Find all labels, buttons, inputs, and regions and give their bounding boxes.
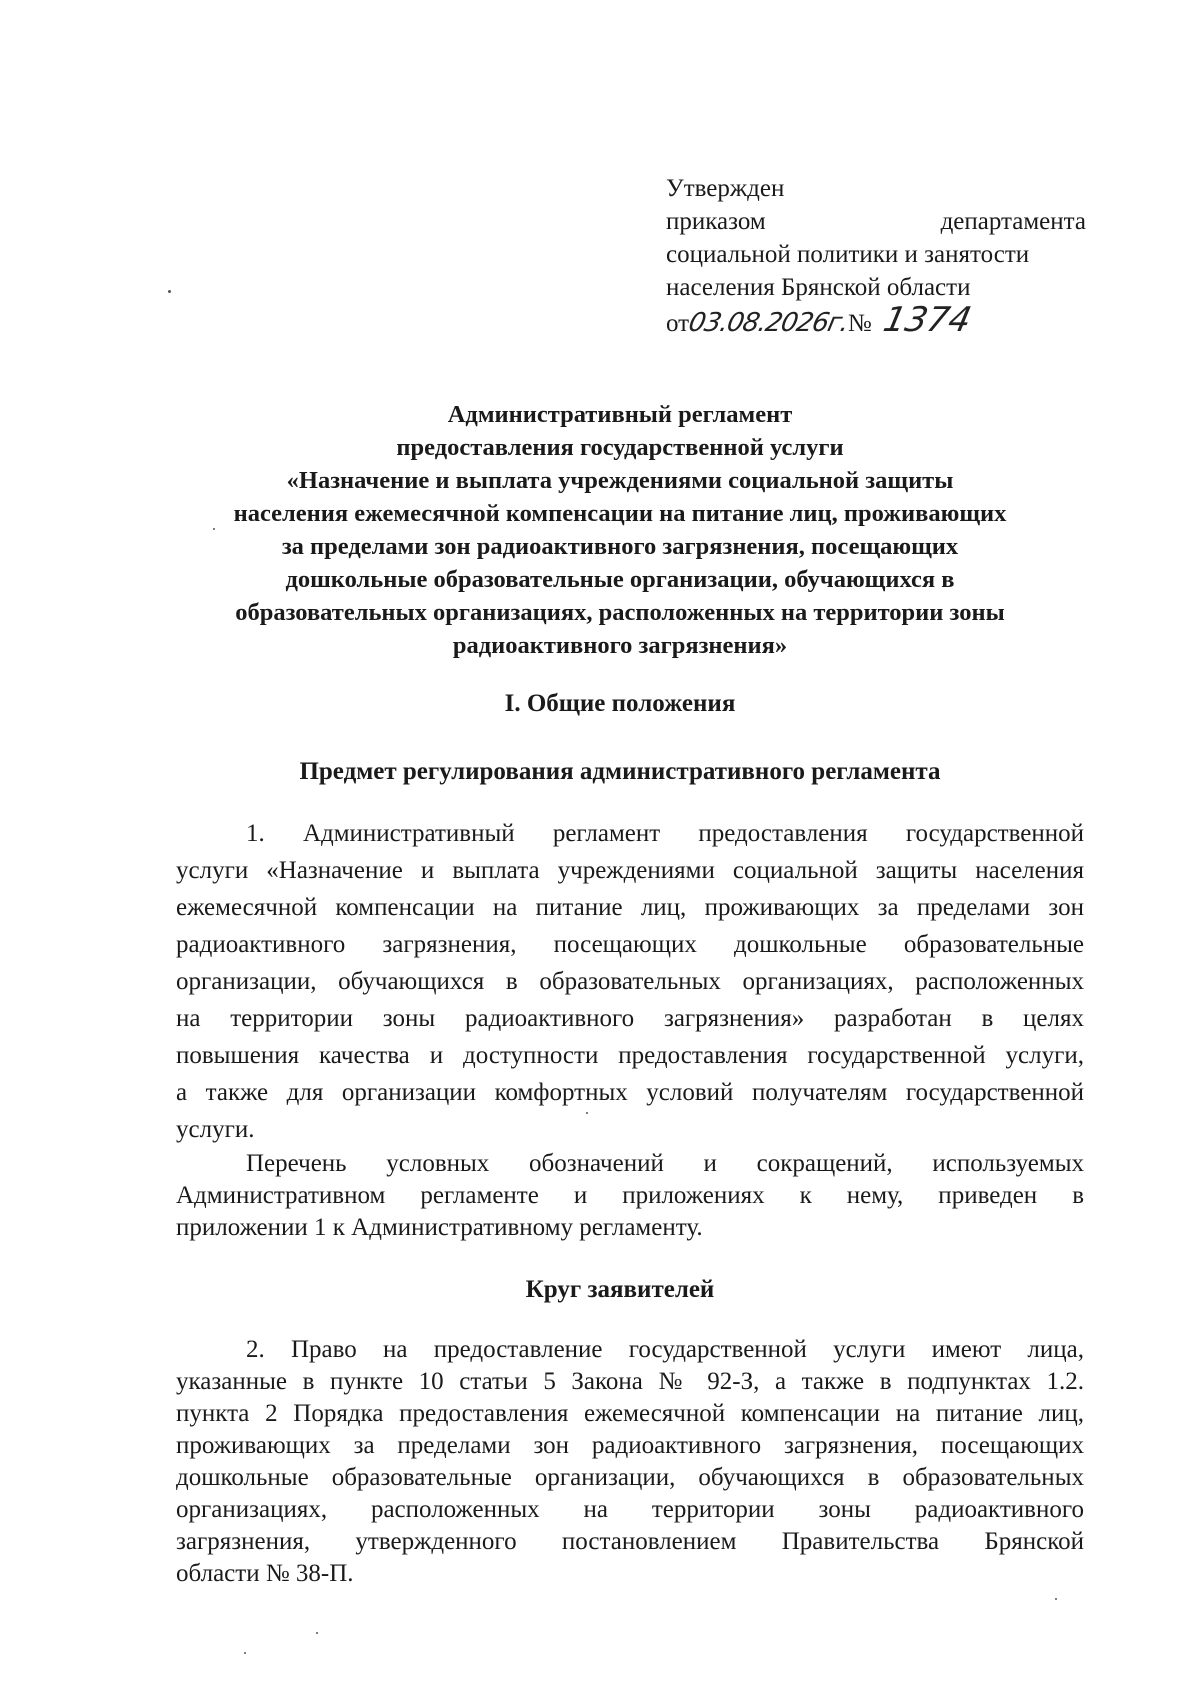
paragraph-line-text: 2. Право на предоставление государственной услуги имеют лица, — [246, 1336, 1084, 1363]
paragraph-line — [176, 1430, 1084, 1462]
paragraph-line-text: проживающих за пределами зон радиоактивного загрязнения, посещающих — [176, 1432, 1084, 1459]
paragraph-line — [176, 1366, 1084, 1398]
paragraph-line-text: Перечень условных обозначений и сокращений, используемых — [246, 1150, 1084, 1177]
paragraph-line-text: области № 38-П. — [176, 1560, 354, 1587]
scan-speck — [316, 1632, 318, 1634]
title-line: образовательных организациях, расположенных на территории зоны — [235, 599, 1005, 626]
paragraph-line — [176, 852, 1084, 889]
paragraph-line-text: повышения качества и доступности предоставления государственной услуги, — [176, 1042, 1084, 1069]
paragraph-2 — [176, 1148, 1084, 1244]
paragraph-line — [176, 926, 1084, 963]
paragraph-line — [176, 1074, 1084, 1111]
paragraph-line — [176, 889, 1084, 926]
scan-speck — [1055, 1598, 1057, 1600]
section-heading-general: I. Общие положения — [504, 690, 736, 717]
paragraph-line-text: радиоактивного загрязнения, посещающих дошкольные образовательные — [176, 931, 1084, 958]
paragraph-line — [176, 1111, 1084, 1148]
paragraph-line-text: а также для организации комфортных условий получателям государственной — [176, 1079, 1084, 1106]
paragraph-line — [176, 1037, 1084, 1074]
scan-speck — [244, 1652, 246, 1654]
subsection-heading-subject: Предмет регулирования административного регламента — [299, 758, 941, 785]
title-line: за пределами зон радиоактивного загрязнения, посещающих — [281, 533, 959, 560]
paragraph-1 — [176, 815, 1084, 1148]
paragraph-line — [176, 963, 1084, 1000]
paragraph-line-text: услуги «Назначение и выплата учреждениями социальной защиты населения — [176, 857, 1084, 884]
approval-block — [666, 172, 1086, 340]
paragraph-line — [176, 1462, 1084, 1494]
title-line: «Назначение и выплата учреждениями социальной защиты — [286, 467, 954, 494]
paragraph-line — [176, 1180, 1084, 1212]
paragraph-line — [176, 1212, 1084, 1244]
paragraph-line — [176, 1148, 1084, 1180]
paragraph-line-text: 1. Административный регламент предоставления государственной — [246, 820, 1084, 847]
paragraph-line — [176, 1494, 1084, 1526]
approval-number-handwritten: 1374 — [879, 300, 975, 340]
paragraph-line-text: указанные в пункте 10 статьи 5 Закона № 92-З, а также в подпунктах 1.2. — [176, 1368, 1084, 1395]
paragraph-line-text: пункта 2 Порядка предоставления ежемесячной компенсации на питание лиц, — [176, 1400, 1084, 1427]
approval-date-line — [666, 300, 1086, 340]
approval-order-word: приказом — [666, 208, 766, 235]
paragraph-line-text: организациях, расположенных на территории зоны радиоактивного — [176, 1496, 1084, 1523]
paragraph-line-text: услуги. — [176, 1116, 255, 1143]
title-line: предоставления государственной услуги — [396, 434, 844, 461]
paragraph-3 — [176, 1334, 1084, 1590]
paragraph-line-text: организации, обучающихся в образовательных организациях, расположенных — [176, 968, 1084, 995]
approval-number-prefix: № — [847, 310, 872, 337]
scan-speck — [168, 290, 171, 293]
approval-department-word: департамента — [940, 208, 1086, 235]
approval-line-region: населения Брянской области — [666, 274, 971, 301]
paragraph-line — [176, 1526, 1084, 1558]
scan-speck — [213, 528, 215, 530]
approval-line-approved: Утвержден — [666, 175, 785, 202]
paragraph-line-text: дошкольные образовательные организации, обучающихся в образовательных — [176, 1464, 1084, 1491]
paragraph-line-text: Административном регламенте и приложениях к нему, приведен в — [176, 1182, 1084, 1209]
approval-date-handwritten: 03.08.2026г. — [686, 308, 852, 338]
paragraph-line-text: на территории зоны радиоактивного загрязнения» разработан в целях — [176, 1005, 1084, 1032]
paragraph-line-text: приложении 1 к Административному регламенту. — [176, 1214, 703, 1241]
paragraph-line — [176, 1000, 1084, 1037]
paragraph-line-text: ежемесячной компенсации на питание лиц, проживающих за пределами зон — [176, 894, 1084, 921]
paragraph-line — [176, 1558, 1084, 1590]
paragraph-line — [176, 1398, 1084, 1430]
paragraph-line — [176, 815, 1084, 852]
title-line: радиоактивного загрязнения» — [452, 632, 788, 659]
title-line: дошкольные образовательные организации, обучающихся в — [285, 566, 955, 593]
title-line: населения ежемесячной компенсации на питание лиц, проживающих — [233, 500, 1007, 527]
approval-line-order — [666, 205, 1086, 238]
section-heading-applicants: Круг заявителей — [525, 1276, 715, 1303]
approval-date-prefix: от — [666, 310, 690, 337]
document-title — [140, 398, 1100, 662]
paragraph-line — [176, 1334, 1084, 1366]
title-line: Административный регламент — [447, 401, 793, 428]
paragraph-line-text: загрязнения, утвержденного постановлением Правительства Брянской — [176, 1528, 1084, 1555]
scan-speck — [586, 1112, 588, 1114]
approval-line-social-policy: социальной политики и занятости — [666, 241, 1030, 268]
